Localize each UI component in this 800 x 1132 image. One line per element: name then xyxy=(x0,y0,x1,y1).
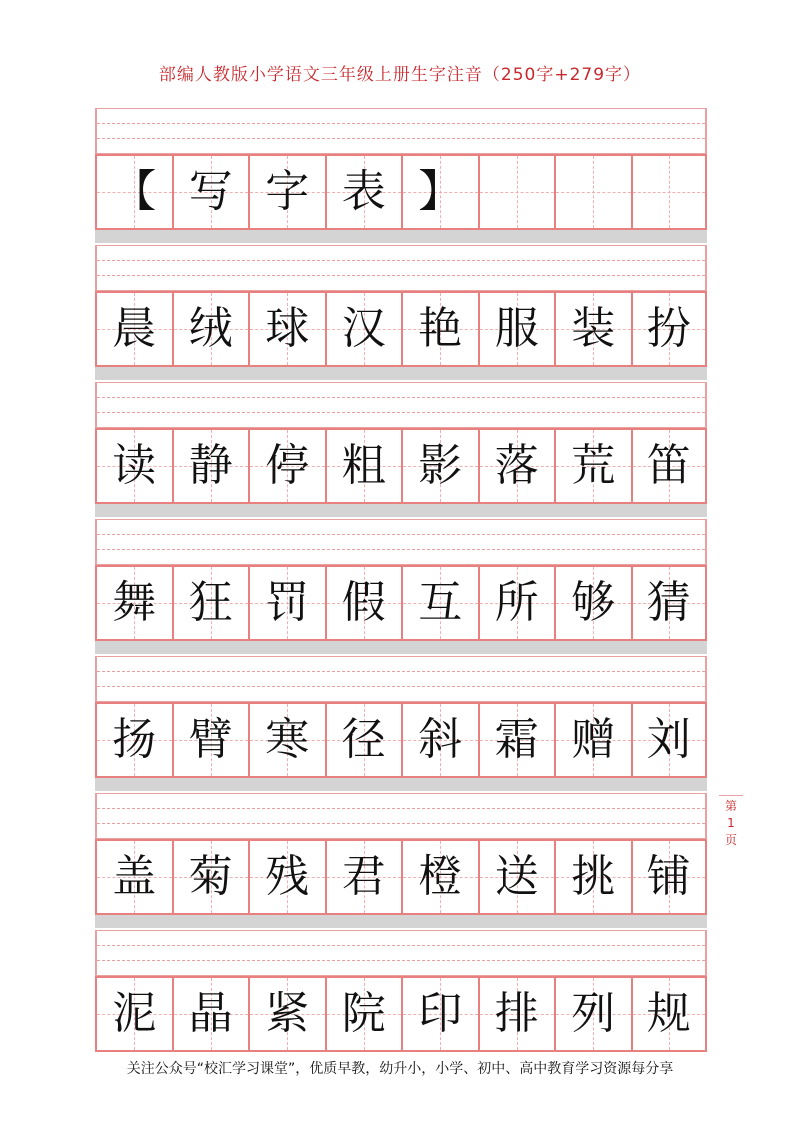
character: 影 xyxy=(418,440,463,491)
tianzige-cell xyxy=(95,291,172,367)
row-separator-bar xyxy=(95,915,707,928)
pinyin-guide-line xyxy=(97,382,705,383)
pinyin-guide-line xyxy=(97,260,705,261)
tianzige-cell xyxy=(95,839,172,915)
character: 够 xyxy=(571,577,616,628)
tianzige-cell xyxy=(554,976,631,1052)
pinyin-guide-line xyxy=(97,960,705,961)
character-row xyxy=(95,565,707,641)
character: 舞 xyxy=(112,577,157,628)
character: 读 xyxy=(112,440,157,491)
pinyin-guide-line xyxy=(97,245,705,246)
character: 笛 xyxy=(646,440,691,491)
character: 艳 xyxy=(418,303,463,354)
pinyin-guide-line xyxy=(97,808,705,809)
tianzige-cell xyxy=(325,291,402,367)
tianzige-cell xyxy=(95,154,172,230)
character-row xyxy=(95,976,707,1052)
pinyin-band xyxy=(95,519,707,565)
tianzige-cell xyxy=(631,291,708,367)
tianzige-cell xyxy=(478,565,555,641)
pinyin-band xyxy=(95,793,707,839)
character: 服 xyxy=(494,303,539,354)
character: 寒 xyxy=(265,714,310,765)
character: 赠 xyxy=(571,714,616,765)
tianzige-cell xyxy=(478,428,555,504)
tianzige-cell xyxy=(478,839,555,915)
tianzige-cell xyxy=(478,154,555,230)
tianzige-cell xyxy=(172,291,249,367)
tianzige-cell xyxy=(631,702,708,778)
character: 狂 xyxy=(188,577,233,628)
character: 橙 xyxy=(418,851,463,902)
tianzige-cell xyxy=(325,976,402,1052)
character: 晶 xyxy=(188,988,233,1039)
character-row xyxy=(95,839,707,915)
character: 排 xyxy=(494,988,539,1039)
character: 假 xyxy=(341,577,386,628)
tianzige-cell xyxy=(325,428,402,504)
pinyin-band xyxy=(95,656,707,702)
tianzige-cell xyxy=(554,839,631,915)
tianzige-cell xyxy=(95,428,172,504)
tianzige-cell xyxy=(172,428,249,504)
character: 列 xyxy=(571,988,616,1039)
character: 汉 xyxy=(341,303,386,354)
pinyin-guide-line xyxy=(97,412,705,413)
character: 盖 xyxy=(112,851,157,902)
character: 刘 xyxy=(646,714,691,765)
tianzige-cell xyxy=(631,428,708,504)
tianzige-cell xyxy=(554,565,631,641)
page-title: 部编人教版小学语文三年级上册生字注音（250字+279字） xyxy=(158,65,642,85)
tianzige-cell xyxy=(401,839,478,915)
tianzige-cell xyxy=(172,154,249,230)
character: 猜 xyxy=(646,577,691,628)
page-number-prefix: 第 xyxy=(724,799,737,813)
character: 【 xyxy=(112,166,157,217)
character-row xyxy=(95,291,707,367)
tianzige-cell xyxy=(95,565,172,641)
tianzige-cell xyxy=(248,428,325,504)
tianzige-cell xyxy=(631,839,708,915)
tianzige-cell xyxy=(631,154,708,230)
tianzige-cell xyxy=(95,976,172,1052)
character: 扬 xyxy=(112,714,157,765)
tianzige-cell xyxy=(554,428,631,504)
pinyin-guide-line xyxy=(97,519,705,520)
page-number-divider xyxy=(719,795,743,796)
tianzige-cell xyxy=(478,702,555,778)
character: 绒 xyxy=(188,303,233,354)
tianzige-cell xyxy=(248,154,325,230)
tianzige-cell xyxy=(172,702,249,778)
pinyin-band xyxy=(95,108,707,154)
tianzige-cell xyxy=(95,702,172,778)
row-separator-bar xyxy=(95,230,707,243)
tianzige-cell xyxy=(325,565,402,641)
character: 粗 xyxy=(341,440,386,491)
pinyin-guide-line xyxy=(97,108,705,109)
tianzige-cell xyxy=(401,154,478,230)
page-number xyxy=(719,795,743,849)
pinyin-guide-line xyxy=(97,138,705,139)
pinyin-guide-line xyxy=(97,275,705,276)
pinyin-guide-line xyxy=(97,930,705,931)
tianzige-cell xyxy=(554,154,631,230)
character: 挑 xyxy=(571,851,616,902)
footer-note: 关注公众号“校汇学习课堂”，优质早教，幼升小，小学、初中、高中教育学习资源每分享 xyxy=(126,1061,674,1077)
tianzige-cell xyxy=(631,565,708,641)
character-row xyxy=(95,428,707,504)
character: 表 xyxy=(341,166,386,217)
character: 装 xyxy=(571,303,616,354)
tianzige-cell xyxy=(248,565,325,641)
character: 残 xyxy=(265,851,310,902)
tianzige-cell xyxy=(248,976,325,1052)
pinyin-guide-line xyxy=(97,793,705,794)
character: 送 xyxy=(494,851,539,902)
pinyin-guide-line xyxy=(97,549,705,550)
character: 晨 xyxy=(112,303,157,354)
tianzige-cell xyxy=(554,702,631,778)
tianzige-cell xyxy=(248,839,325,915)
character: 院 xyxy=(341,988,386,1039)
character-row xyxy=(95,702,707,778)
character: 君 xyxy=(341,851,386,902)
character: 落 xyxy=(494,440,539,491)
character: 球 xyxy=(265,303,310,354)
pinyin-guide-line xyxy=(97,823,705,824)
character: 铺 xyxy=(646,851,691,902)
row-separator-bar xyxy=(95,367,707,380)
tianzige-cell xyxy=(478,291,555,367)
pinyin-guide-line xyxy=(97,686,705,687)
tianzige-cell xyxy=(172,565,249,641)
character: 静 xyxy=(188,440,233,491)
pinyin-guide-line xyxy=(97,656,705,657)
character: 罚 xyxy=(265,577,310,628)
character: 字 xyxy=(265,166,310,217)
tianzige-cell xyxy=(401,976,478,1052)
pinyin-guide-line xyxy=(97,945,705,946)
character: 泥 xyxy=(112,988,157,1039)
pinyin-band xyxy=(95,382,707,428)
character xyxy=(633,156,706,228)
character: 霜 xyxy=(494,714,539,765)
tianzige-cell xyxy=(401,565,478,641)
tianzige-cell xyxy=(248,291,325,367)
tianzige-cell xyxy=(325,839,402,915)
pinyin-guide-line xyxy=(97,123,705,124)
character xyxy=(480,156,555,228)
page-number-suffix: 页 xyxy=(724,833,737,847)
character: 停 xyxy=(265,440,310,491)
tianzige-cell xyxy=(401,702,478,778)
character: 紧 xyxy=(265,988,310,1039)
tianzige-cell xyxy=(478,976,555,1052)
writing-grid-sheet xyxy=(95,108,707,1056)
character: 扮 xyxy=(646,303,691,354)
character: 】 xyxy=(418,166,463,217)
tianzige-cell xyxy=(554,291,631,367)
character: 规 xyxy=(646,988,691,1039)
character: 径 xyxy=(341,714,386,765)
character: 臂 xyxy=(188,714,233,765)
character: 互 xyxy=(418,577,463,628)
character-row xyxy=(95,154,707,230)
page-number-value: 1 xyxy=(727,816,735,830)
pinyin-guide-line xyxy=(97,397,705,398)
row-separator-bar xyxy=(95,641,707,654)
row-separator-bar xyxy=(95,504,707,517)
character: 斜 xyxy=(418,714,463,765)
row-separator-bar xyxy=(95,778,707,791)
tianzige-cell xyxy=(248,702,325,778)
tianzige-cell xyxy=(401,428,478,504)
tianzige-cell xyxy=(401,291,478,367)
character: 所 xyxy=(494,577,539,628)
tianzige-cell xyxy=(325,154,402,230)
tianzige-cell xyxy=(172,976,249,1052)
pinyin-guide-line xyxy=(97,671,705,672)
character: 印 xyxy=(418,988,463,1039)
pinyin-band xyxy=(95,930,707,976)
tianzige-cell xyxy=(325,702,402,778)
pinyin-band xyxy=(95,245,707,291)
character: 菊 xyxy=(188,851,233,902)
tianzige-cell xyxy=(631,976,708,1052)
character: 荒 xyxy=(571,440,616,491)
character xyxy=(556,156,631,228)
character: 写 xyxy=(188,166,233,217)
tianzige-cell xyxy=(172,839,249,915)
pinyin-guide-line xyxy=(97,534,705,535)
